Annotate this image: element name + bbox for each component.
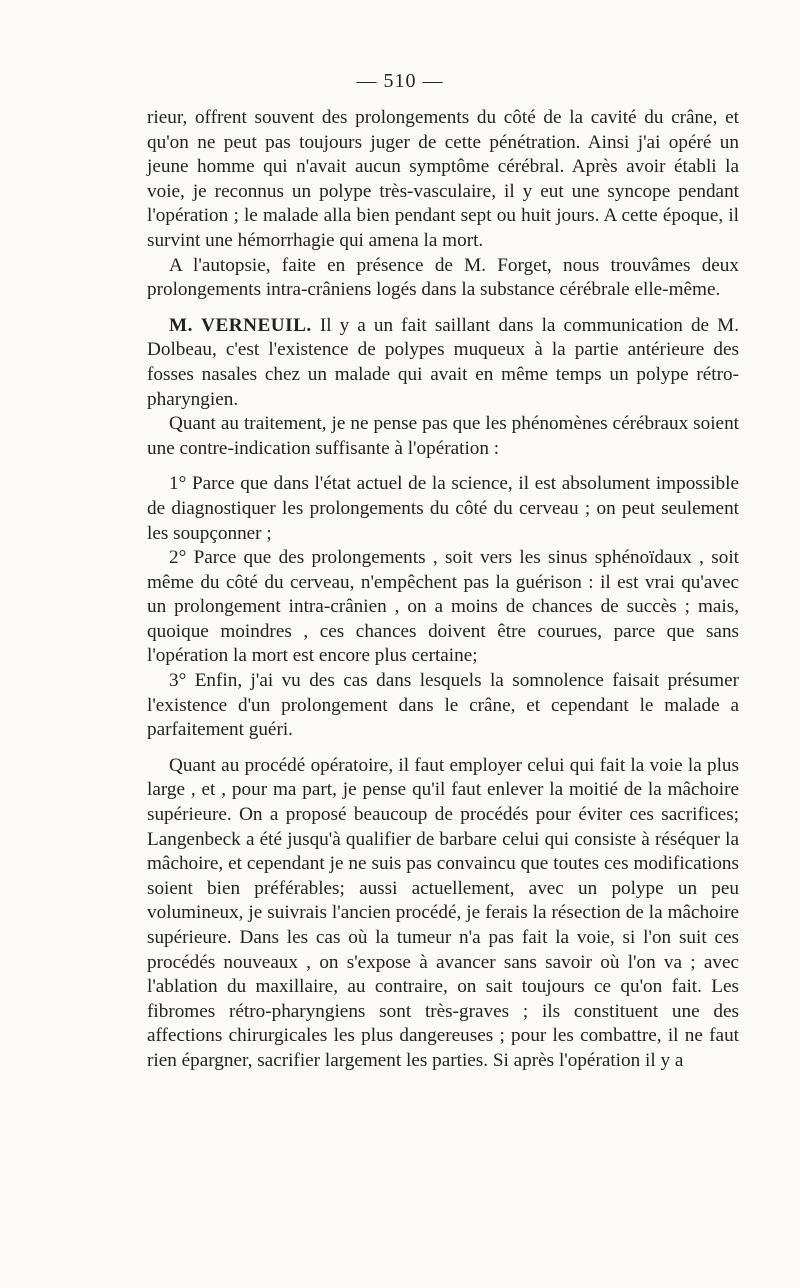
paragraph: 1° Parce que dans l'état actuel de la science, il est absolument impossible de diagnostiquer les prolongements du côté du cerveau ; on peut seulement les soupçonner ;: [147, 473, 739, 544]
paragraph: A l'autopsie, faite en présence de M. Forget, nous trouvâmes deux prolongements intra-crâniens logés dans la substance cérébrale elle-même.: [147, 254, 739, 301]
paragraph: [147, 314, 739, 412]
body-text: [147, 106, 739, 1074]
paragraph: rieur, offrent souvent des prolongements du côté de la cavité du crâne, et qu'on ne peut pas toujours juger de cette pénétration. Ainsi j'ai opéré un jeune homme qui n'avait aucun symptôme cérébral. Après avoir établi la voie, je reconnus un polype très-vasculaire, il y eut une syncope pendant l'opération ; le malade alla bien pendant sept ou huit jours. A cette époque, il survint une hémorrhagie qui amena la mort.: [147, 107, 739, 251]
paragraph: 3° Enfin, j'ai vu des cas dans lesquels la somnolence faisait présumer l'existence d'un prolongement dans le crâne, et cependant le malade a parfaitement guéri.: [147, 670, 739, 741]
paragraph: Quant au traitement, je ne pense pas que les phénomènes cérébraux soient une contre-indication suffisante à l'opération :: [147, 413, 739, 459]
paragraph-text: Il y a un fait saillant dans la communication de M. Dolbeau, c'est l'existence de polypes muqueux à la partie antérieure des fosses nasales chez un malade qui avait en même temps un polype rétro-pharyngien.: [147, 314, 739, 410]
page-number: — 510 —: [356, 70, 444, 92]
paragraph: 2° Parce que des prolongements , soit vers les sinus sphénoïdaux , soit même du côté du cerveau, n'empêchent pas la guérison : il est vrai qu'avec un prolongement intra-crânien , on a moins de chances de succès ; mais, quoique moindres , ces chances doivent être courues, parce que sans l'opération la mort est encore plus certaine;: [147, 547, 739, 667]
speaker-name: M. VERNEUIL.: [169, 314, 312, 336]
paragraph: Quant au procédé opératoire, il faut employer celui qui fait la voie la plus large , et , pour ma part, je pense qu'il faut enlever la moitié de la mâchoire supérieure. On a proposé beaucoup de procédés pour éviter ces sacrifices; Langenbeck a été jusqu'à qualifier de barbare celui qui consiste à réséquer la mâchoire, et cependant je ne suis pas convaincu que toutes ces modifications soient bien préférables; aussi actuellement, avec un polype un peu volumineux, je suivrais l'ancien procédé, je ferais la résection de la mâchoire supérieure. Dans les cas où la tumeur n'a pas fait la voie, si l'on suit ces procédés nouveaux , on s'expose à avancer sans savoir où l'on va ; avec l'ablation du maxillaire, au contraire, on sait toujours ce qu'on fait. Les fibromes rétro-pharyngiens sont très-graves ; ils constituent une des affections chirurgicales les plus dangereuses ; pour les combattre, il ne faut rien épargner, sacrifier largement les parties. Si après l'opération il y a: [147, 754, 739, 1071]
